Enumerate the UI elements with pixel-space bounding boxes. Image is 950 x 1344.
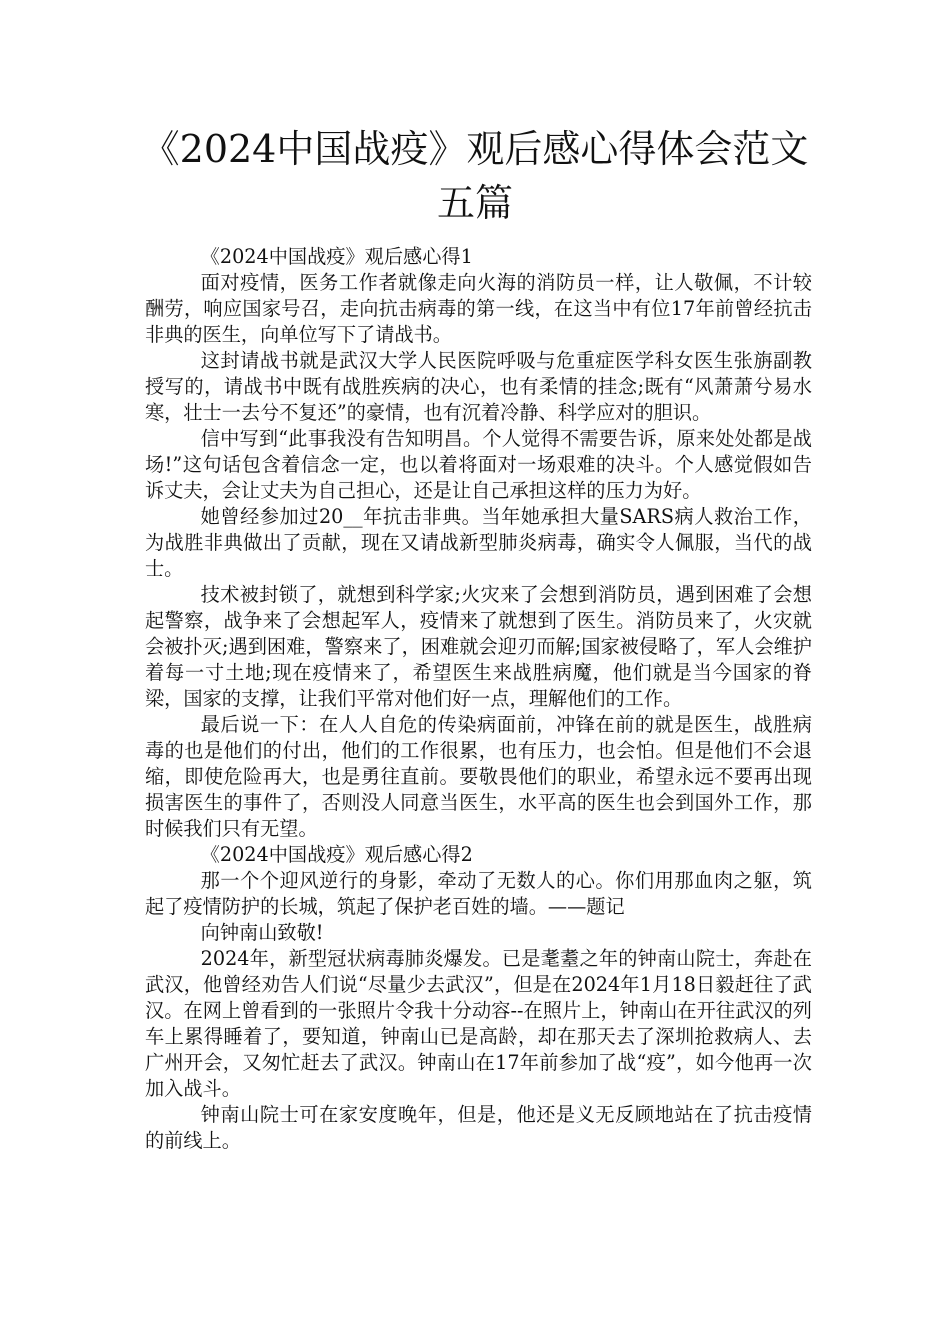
paragraph: 面对疫情，医务工作者就像走向火海的消防员一样，让人敬佩，不计较酬劳，响应国家号召，走向抗击病毒的第一线，在这当中有位17年前曾经抗击非典的医生，向单位写下了请战书。 <box>145 271 812 346</box>
section-heading-2: 《2024中国战疫》观后感心得2 <box>200 843 473 866</box>
paragraph: 钟南山院士可在家安度晚年，但是，他还是义无反顾地站在了抗击疫情的前线上。 <box>145 1103 812 1152</box>
paragraph: 信中写到“此事我没有告知明昌。个人觉得不需要告诉，原来处处都是战场!”这句话包含着信念一定，也以着将面对一场艰难的决斗。个人感觉假如告诉丈夫，会让丈夫为自己担心，还是让自己承担这样的压力为好。 <box>145 427 812 502</box>
document-title: 《2024中国战疫》观后感心得体会范文五篇 <box>141 127 809 225</box>
paragraph: 这封请战书就是武汉大学人民医院呼吸与危重症医学科女医生张旃副教授写的，请战书中既有战胜疾病的决心，也有柔情的挂念;既有“风萧萧兮易水寒，壮士一去兮不复还”的豪情，也有沉着冷静、科学应对的胆识。 <box>145 349 812 424</box>
document-body <box>145 244 812 1154</box>
paragraph: 向钟南山致敬! <box>200 921 324 944</box>
section-heading-1: 《2024中国战疫》观后感心得1 <box>200 245 473 268</box>
paragraph: 最后说一下：在人人自危的传染病面前，冲锋在前的就是医生，战胜病毒的也是他们的付出，他们的工作很累，也有压力，也会怕。但是他们不会退缩，即使危险再大，也是勇往直前。要敬畏他们的职业，希望永远不要再出现损害医生的事件了，否则没人同意当医生，水平高的医生也会到国外工作，那时候我们只有无望。 <box>145 713 812 840</box>
paragraph: 2024年，新型冠状病毒肺炎爆发。已是耄耋之年的钟南山院士，奔赴在武汉，他曾经劝告人们说“尽量少去武汉”，但是在2024年1月18日毅赶往了武汉。在网上曾看到的一张照片令我十分动容--在照片上，钟南山在开往武汉的列车上累得睡着了，要知道，钟南山已是高龄，却在那天去了深圳抢救病人、去广州开会，又匆忙赶去了武汉。钟南山在17年前参加了战“疫”，如今他再一次加入战斗。 <box>145 947 812 1100</box>
paragraph: 那一个个迎风逆行的身影，牵动了无数人的心。你们用那血肉之躯，筑起了疫情防护的长城，筑起了保护老百姓的墙。——题记 <box>145 869 812 918</box>
paragraph: 她曾经参加过20__年抗击非典。当年她承担大量SARS病人救治工作，为战胜非典做出了贡献，现在又请战新型肺炎病毒，确实令人佩服，当代的战士。 <box>145 505 812 580</box>
paragraph: 技术被封锁了，就想到科学家;火灾来了会想到消防员，遇到困难了会想起警察，战争来了会想起军人，疫情来了就想到了医生。消防员来了，火灾就会被扑灭;遇到困难，警察来了，困难就会迎刃而解;国家被侵略了，军人会维护着每一寸土地;现在疫情来了，希望医生来战胜病魔，他们就是当今国家的脊梁，国家的支撑，让我们平常对他们好一点，理解他们的工作。 <box>145 583 812 710</box>
